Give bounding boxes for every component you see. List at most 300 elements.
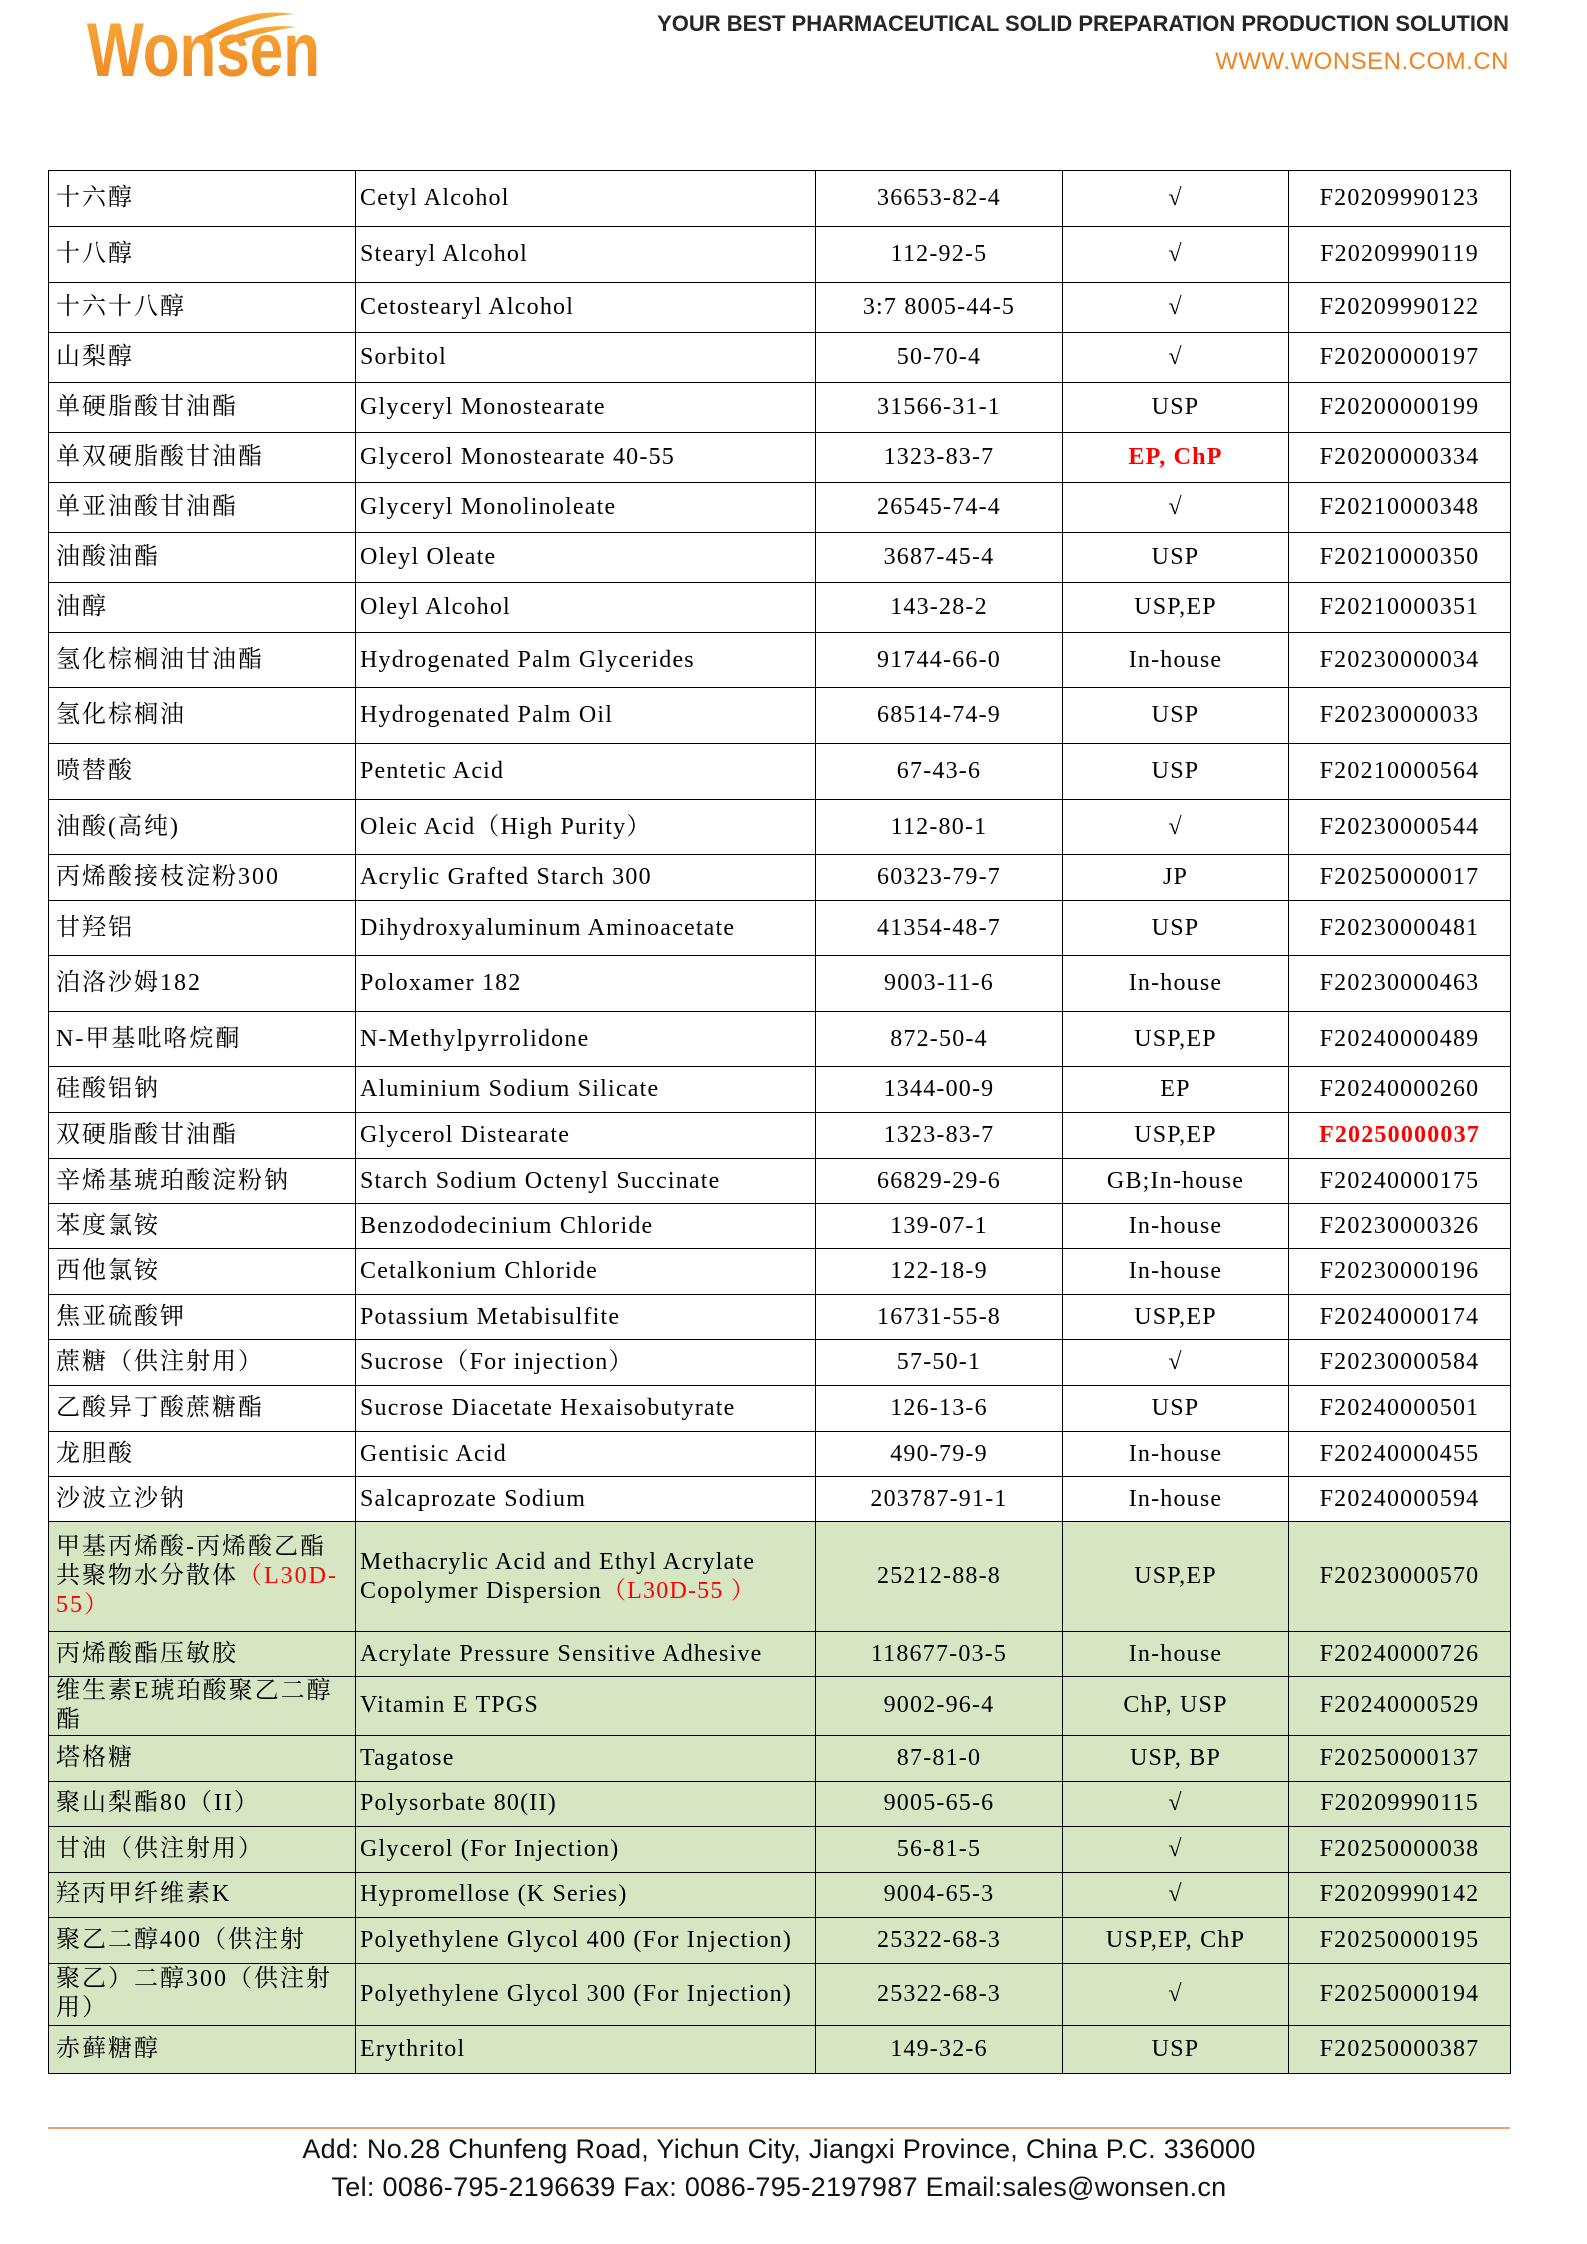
cell-standard	[1063, 1917, 1289, 1963]
cell-cas-number-text: 36653-82-4	[877, 185, 1001, 212]
cell-english-name-text: Polysorbate 80(II)	[360, 1790, 557, 1817]
cell-chinese-name-text: 单硬脂酸甘油酯	[56, 394, 238, 421]
cell-english-name	[356, 483, 816, 533]
cell-registration-number	[1289, 1204, 1511, 1249]
cell-standard	[1063, 2025, 1289, 2073]
cell-chinese-name	[49, 688, 356, 744]
cell-cas-number-text: 60323-79-7	[877, 864, 1001, 891]
cell-chinese-name	[49, 1204, 356, 1249]
cell-standard-text: USP	[1151, 394, 1200, 421]
cell-cas-number	[816, 1477, 1063, 1522]
table-row	[49, 1632, 1511, 1677]
cell-standard-text: In-house	[1128, 646, 1223, 673]
cell-standard-text: EP, ChP	[1128, 444, 1223, 471]
cell-english-name-text: Hydrogenated Palm Glycerides	[360, 646, 695, 673]
table-row	[49, 1295, 1511, 1340]
cell-registration-number	[1289, 483, 1511, 533]
cell-registration-number	[1289, 1386, 1511, 1432]
cell-chinese-name	[49, 1735, 356, 1781]
cell-standard	[1063, 688, 1289, 744]
cell-cas-number	[816, 1735, 1063, 1781]
cell-chinese-name-text: 喷替酸	[56, 758, 134, 785]
product-table-body	[49, 171, 1511, 2074]
cell-standard-text: √	[1168, 813, 1183, 840]
cell-standard-text: USP	[1151, 2035, 1200, 2062]
cell-standard-text: In-house	[1128, 1440, 1223, 1467]
cell-registration-number-text: F20200000334	[1319, 444, 1480, 471]
cell-english-name	[356, 533, 816, 583]
table-row	[49, 583, 1511, 633]
cell-standard	[1063, 227, 1289, 283]
cell-standard-text: USP	[1151, 1395, 1200, 1422]
cell-registration-number-text: F20240000726	[1319, 1640, 1480, 1667]
cell-english-name-text: Sucrose Diacetate Hexaisobutyrate	[360, 1395, 736, 1422]
cell-chinese-name-text: 双硬脂酸甘油酯	[56, 1122, 238, 1149]
cell-chinese-name	[49, 1067, 356, 1113]
cell-standard-text: JP	[1162, 864, 1189, 891]
cell-registration-number	[1289, 1735, 1511, 1781]
cell-english-name	[356, 956, 816, 1012]
cell-english-name-text: Glyceryl Monostearate	[360, 394, 606, 421]
cell-english-name	[356, 1477, 816, 1522]
cell-english-name	[356, 1917, 816, 1963]
cell-registration-number-text: F20210000350	[1319, 544, 1480, 571]
cell-registration-number-text: F20240000489	[1319, 1025, 1480, 1052]
cell-cas-number-text: 3687-45-4	[883, 544, 995, 571]
cell-chinese-name-text: 泊洛沙姆182	[56, 970, 202, 997]
cell-cas-number	[816, 1012, 1063, 1067]
cell-standard	[1063, 1295, 1289, 1340]
cell-cas-number-text: 149-32-6	[890, 2035, 988, 2062]
wonsen-logo	[80, 5, 342, 91]
cell-chinese-name-text: 丙烯酸接枝淀粉300	[56, 864, 280, 891]
cell-cas-number-text: 203787-91-1	[870, 1485, 1008, 1512]
cell-cas-number-text: 1323-83-7	[883, 1122, 995, 1149]
table-row	[49, 1781, 1511, 1826]
cell-standard	[1063, 901, 1289, 956]
table-row	[49, 1249, 1511, 1295]
cell-chinese-name-text: 硅酸铝钠	[56, 1076, 160, 1103]
cell-registration-number-text: F20200000197	[1319, 344, 1480, 371]
cell-cas-number-text: 1344-00-9	[883, 1076, 995, 1103]
cell-cas-number	[816, 1432, 1063, 1477]
cell-registration-number-text: F20209990123	[1319, 185, 1480, 212]
cell-english-name-text: Potassium Metabisulfite	[360, 1303, 621, 1330]
cell-registration-number-text: F20209990122	[1319, 294, 1480, 321]
cell-cas-number-text: 87-81-0	[896, 1744, 982, 1771]
cell-standard	[1063, 800, 1289, 855]
cell-registration-number-text: F20240000501	[1319, 1395, 1480, 1422]
cell-standard	[1063, 633, 1289, 688]
cell-english-name-text: Dihydroxyaluminum Aminoacetate	[360, 914, 736, 941]
cell-registration-number	[1289, 283, 1511, 333]
cell-chinese-name	[49, 1826, 356, 1872]
cell-chinese-name	[49, 1340, 356, 1386]
table-row	[49, 1432, 1511, 1477]
cell-registration-number-text: F20230000570	[1319, 1563, 1480, 1590]
cell-registration-number	[1289, 1295, 1511, 1340]
table-row	[49, 1159, 1511, 1204]
cell-cas-number-text: 112-80-1	[890, 813, 988, 840]
cell-cas-number	[816, 1917, 1063, 1963]
cell-chinese-name-text: 氢化棕榈油	[56, 702, 186, 729]
cell-registration-number-text: F20250000038	[1319, 1835, 1480, 1862]
header-tagline: YOUR BEST PHARMACEUTICAL SOLID PREPARATION PRODUCTION SOLUTION	[657, 11, 1509, 36]
cell-cas-number-text: 9004-65-3	[883, 1881, 995, 1908]
cell-english-name	[356, 1386, 816, 1432]
cell-registration-number-text: F20250000137	[1319, 1744, 1480, 1771]
cell-standard	[1063, 1249, 1289, 1295]
cell-registration-number-text: F20240000455	[1319, 1440, 1480, 1467]
cell-cas-number-text: 16731-55-8	[877, 1303, 1001, 1330]
cell-chinese-name-red-suffix: （L30D- 55）	[56, 1563, 338, 1618]
cell-chinese-name-text: 单亚油酸甘油酯	[56, 494, 238, 521]
cell-registration-number	[1289, 1012, 1511, 1067]
cell-english-name-text: Polyethylene Glycol 300 (For Injection)	[360, 1980, 793, 2007]
cell-standard	[1063, 483, 1289, 533]
cell-standard-text: In-house	[1128, 1212, 1223, 1239]
cell-standard-text: √	[1168, 344, 1183, 371]
cell-cas-number	[816, 1113, 1063, 1159]
cell-english-name-text: Oleic Acid（High Purity）	[360, 813, 652, 840]
cell-standard	[1063, 1735, 1289, 1781]
cell-registration-number	[1289, 1826, 1511, 1872]
cell-english-name-text: Hydrogenated Palm Oil	[360, 702, 614, 729]
cell-cas-number	[816, 1781, 1063, 1826]
cell-english-name-text: Methacrylic Acid and Ethyl Acrylate Copolymer Dispersion	[360, 1548, 756, 1604]
cell-standard	[1063, 533, 1289, 583]
cell-chinese-name-text: 龙胆酸	[56, 1440, 134, 1467]
cell-standard-text: USP,EP	[1134, 1122, 1217, 1149]
cell-chinese-name	[49, 1781, 356, 1826]
cell-registration-number	[1289, 1113, 1511, 1159]
cell-chinese-name-text: 甘油（供注射用）	[56, 1835, 264, 1862]
cell-standard-text: USP,EP	[1134, 594, 1217, 621]
cell-registration-number	[1289, 901, 1511, 956]
cell-chinese-name	[49, 433, 356, 483]
cell-cas-number	[816, 1249, 1063, 1295]
table-row	[49, 1012, 1511, 1067]
table-row	[49, 1872, 1511, 1917]
cell-registration-number	[1289, 583, 1511, 633]
cell-standard	[1063, 1632, 1289, 1677]
cell-standard-text: USP	[1151, 702, 1200, 729]
cell-cas-number-text: 126-13-6	[890, 1395, 988, 1422]
cell-english-name	[356, 633, 816, 688]
cell-cas-number-text: 41354-48-7	[877, 914, 1001, 941]
cell-cas-number	[816, 533, 1063, 583]
cell-standard-text: GB;In-house	[1106, 1167, 1245, 1194]
cell-standard-text: USP, BP	[1129, 1744, 1222, 1771]
cell-registration-number	[1289, 956, 1511, 1012]
cell-standard	[1063, 1159, 1289, 1204]
cell-chinese-name	[49, 227, 356, 283]
cell-registration-number	[1289, 1917, 1511, 1963]
cell-english-name	[356, 744, 816, 800]
cell-chinese-name	[49, 1477, 356, 1522]
cell-registration-number	[1289, 1632, 1511, 1677]
cell-cas-number-text: 1323-83-7	[883, 444, 995, 471]
cell-chinese-name	[49, 1963, 356, 2025]
cell-cas-number-text: 50-70-4	[896, 344, 982, 371]
cell-registration-number	[1289, 1781, 1511, 1826]
cell-cas-number-text: 9002-96-4	[883, 1692, 995, 1719]
cell-english-name-text: Hypromellose (K Series)	[360, 1881, 628, 1908]
cell-standard	[1063, 855, 1289, 901]
cell-chinese-name-text: 乙酸异丁酸蔗糖酯	[56, 1395, 264, 1422]
cell-standard	[1063, 383, 1289, 433]
cell-chinese-name	[49, 1295, 356, 1340]
cell-standard	[1063, 1477, 1289, 1522]
table-row	[49, 855, 1511, 901]
cell-standard	[1063, 333, 1289, 383]
cell-registration-number	[1289, 688, 1511, 744]
cell-english-name-text: Salcaprozate Sodium	[360, 1485, 587, 1512]
cell-english-name	[356, 1963, 816, 2025]
cell-registration-number-text: F20250000387	[1319, 2035, 1480, 2062]
cell-chinese-name-text: 西他氯铵	[56, 1258, 160, 1285]
cell-chinese-name	[49, 283, 356, 333]
cell-chinese-name-text: 维生素E琥珀酸聚乙二醇酯	[56, 1678, 333, 1733]
cell-chinese-name-text: 聚山梨酯80（II）	[56, 1790, 260, 1817]
cell-standard-text: √	[1168, 1835, 1183, 1862]
cell-registration-number-text: F20200000199	[1319, 394, 1480, 421]
cell-cas-number	[816, 333, 1063, 383]
cell-chinese-name-text: 十六醇	[56, 185, 134, 212]
cell-chinese-name	[49, 633, 356, 688]
cell-registration-number	[1289, 227, 1511, 283]
cell-cas-number	[816, 1872, 1063, 1917]
cell-cas-number	[816, 227, 1063, 283]
cell-cas-number	[816, 744, 1063, 800]
table-row	[49, 1113, 1511, 1159]
cell-chinese-name	[49, 483, 356, 533]
cell-registration-number-text: F20250000017	[1319, 864, 1480, 891]
cell-cas-number-text: 67-43-6	[896, 758, 982, 785]
cell-standard-text: √	[1168, 241, 1183, 268]
cell-cas-number-text: 56-81-5	[896, 1835, 982, 1862]
header-website[interactable]: WWW.WONSEN.COM.CN	[1215, 48, 1509, 75]
cell-registration-number	[1289, 533, 1511, 583]
table-row	[49, 1522, 1511, 1632]
cell-standard-text: USP,EP, ChP	[1105, 1926, 1246, 1953]
cell-standard-text: USP	[1151, 758, 1200, 785]
cell-cas-number	[816, 1067, 1063, 1113]
cell-cas-number	[816, 800, 1063, 855]
table-row	[49, 1067, 1511, 1113]
cell-cas-number	[816, 283, 1063, 333]
cell-chinese-name	[49, 1432, 356, 1477]
cell-english-name	[356, 1632, 816, 1677]
cell-english-name-text: Sorbitol	[360, 344, 447, 371]
cell-registration-number	[1289, 744, 1511, 800]
cell-registration-number	[1289, 1249, 1511, 1295]
cell-english-name-text: Glycerol (For Injection)	[360, 1835, 620, 1862]
cell-chinese-name-text: 油醇	[56, 594, 108, 621]
cell-english-name-red-suffix: （L30D-55 ）	[601, 1577, 756, 1604]
cell-chinese-name	[49, 800, 356, 855]
cell-standard	[1063, 1113, 1289, 1159]
cell-registration-number	[1289, 1432, 1511, 1477]
cell-cas-number-text: 26545-74-4	[877, 494, 1001, 521]
cell-cas-number-text: 9005-65-6	[883, 1790, 995, 1817]
cell-english-name	[356, 1067, 816, 1113]
cell-english-name	[356, 1781, 816, 1826]
cell-standard	[1063, 283, 1289, 333]
cell-english-name	[356, 1204, 816, 1249]
cell-registration-number-text: F20250000037	[1318, 1122, 1481, 1149]
cell-english-name	[356, 1826, 816, 1872]
cell-standard-text: √	[1168, 1349, 1183, 1376]
cell-cas-number-text: 25212-88-8	[877, 1563, 1001, 1590]
cell-cas-number-text: 66829-29-6	[877, 1167, 1001, 1194]
cell-english-name-text: Sucrose（For injection）	[360, 1349, 634, 1376]
cell-english-name-text: Cetalkonium Chloride	[360, 1258, 598, 1285]
cell-cas-number-text: 31566-31-1	[877, 394, 1001, 421]
cell-registration-number	[1289, 800, 1511, 855]
cell-chinese-name	[49, 333, 356, 383]
cell-registration-number-text: F20209990115	[1320, 1790, 1479, 1817]
cell-cas-number-text: 112-92-5	[890, 241, 988, 268]
cell-registration-number	[1289, 171, 1511, 227]
table-row	[49, 800, 1511, 855]
cell-chinese-name	[49, 1917, 356, 1963]
table-row	[49, 333, 1511, 383]
footer-divider	[48, 2127, 1510, 2129]
cell-standard	[1063, 1677, 1289, 1736]
cell-english-name	[356, 227, 816, 283]
cell-chinese-name-text: 辛烯基琥珀酸淀粉钠	[56, 1167, 290, 1194]
footer-contact: Tel: 0086-795-2196639 Fax: 0086-795-2197987 Email:sales@wonsen.cn	[331, 2172, 1227, 2202]
cell-standard	[1063, 1012, 1289, 1067]
cell-cas-number-text: 122-18-9	[890, 1258, 988, 1285]
cell-cas-number	[816, 1159, 1063, 1204]
cell-cas-number	[816, 1677, 1063, 1736]
cell-standard	[1063, 1386, 1289, 1432]
cell-standard-text: √	[1168, 1980, 1183, 2007]
cell-standard-text: In-house	[1128, 1640, 1223, 1667]
cell-chinese-name-text: 油酸油酯	[56, 544, 160, 571]
cell-registration-number-text: F20240000260	[1319, 1076, 1480, 1103]
cell-chinese-name-text: 塔格糖	[56, 1744, 134, 1771]
cell-cas-number-text: 872-50-4	[890, 1025, 988, 1052]
cell-chinese-name	[49, 744, 356, 800]
cell-cas-number-text: 139-07-1	[890, 1212, 988, 1239]
cell-english-name	[356, 1872, 816, 1917]
cell-cas-number-text: 25322-68-3	[877, 1980, 1001, 2007]
cell-english-name	[356, 1012, 816, 1067]
cell-standard-text: USP,EP	[1134, 1025, 1217, 1052]
cell-chinese-name	[49, 1159, 356, 1204]
table-row	[49, 901, 1511, 956]
cell-english-name-text: Glycerol Distearate	[360, 1122, 571, 1149]
cell-registration-number-text: F20210000348	[1319, 494, 1480, 521]
cell-english-name-text: Starch Sodium Octenyl Succinate	[360, 1167, 721, 1194]
cell-english-name	[356, 1159, 816, 1204]
cell-registration-number-text: F20230000544	[1319, 813, 1480, 840]
cell-registration-number-text: F20240000175	[1319, 1167, 1480, 1194]
cell-registration-number-text: F20240000529	[1319, 1692, 1480, 1719]
cell-chinese-name	[49, 383, 356, 433]
cell-cas-number-text: 3:7 8005-44-5	[862, 294, 1016, 321]
product-table	[48, 170, 1511, 2074]
cell-cas-number	[816, 956, 1063, 1012]
cell-chinese-name	[49, 1677, 356, 1736]
cell-english-name	[356, 1249, 816, 1295]
cell-standard-text: USP	[1151, 544, 1200, 571]
cell-cas-number	[816, 688, 1063, 744]
cell-english-name-text: Benzododecinium Chloride	[360, 1212, 654, 1239]
cell-registration-number-text: F20240000174	[1319, 1303, 1480, 1330]
cell-standard-text: √	[1168, 1790, 1183, 1817]
cell-english-name	[356, 433, 816, 483]
cell-chinese-name	[49, 1386, 356, 1432]
cell-english-name	[356, 333, 816, 383]
cell-english-name	[356, 1677, 816, 1736]
cell-chinese-name-text: 油酸(高纯)	[56, 813, 180, 840]
cell-registration-number-text: F20230000481	[1319, 914, 1480, 941]
table-row	[49, 227, 1511, 283]
table-row	[49, 1917, 1511, 1963]
table-row	[49, 483, 1511, 533]
cell-english-name-text: Tagatose	[360, 1744, 455, 1771]
cell-registration-number	[1289, 1067, 1511, 1113]
cell-english-name-text: Erythritol	[360, 2035, 466, 2062]
table-row	[49, 633, 1511, 688]
cell-chinese-name-text: 聚乙二醇400（供注射	[56, 1926, 306, 1953]
cell-english-name-text: Acrylate Pressure Sensitive Adhesive	[360, 1640, 763, 1667]
cell-english-name	[356, 583, 816, 633]
cell-english-name	[356, 383, 816, 433]
cell-english-name	[356, 800, 816, 855]
cell-cas-number-text: 118677-03-5	[870, 1640, 1008, 1667]
cell-english-name-text: Acrylic Grafted Starch 300	[360, 864, 652, 891]
cell-cas-number	[816, 483, 1063, 533]
cell-cas-number	[816, 1826, 1063, 1872]
table-row	[49, 1340, 1511, 1386]
cell-registration-number	[1289, 333, 1511, 383]
cell-cas-number	[816, 1295, 1063, 1340]
cell-chinese-name-text: 甘羟铝	[56, 914, 134, 941]
cell-chinese-name	[49, 1113, 356, 1159]
cell-chinese-name-text: 苯度氯铵	[56, 1212, 160, 1239]
cell-chinese-name	[49, 583, 356, 633]
cell-chinese-name	[49, 901, 356, 956]
cell-chinese-name	[49, 2025, 356, 2073]
cell-standard	[1063, 1781, 1289, 1826]
table-row	[49, 1204, 1511, 1249]
table-row	[49, 2025, 1511, 2073]
cell-cas-number	[816, 1963, 1063, 2025]
cell-cas-number	[816, 1386, 1063, 1432]
cell-english-name-text: Oleyl Alcohol	[360, 594, 511, 621]
cell-chinese-name	[49, 855, 356, 901]
cell-registration-number-text: F20210000564	[1319, 758, 1480, 785]
table-row	[49, 1963, 1511, 2025]
table-row	[49, 1735, 1511, 1781]
cell-standard-text: ChP, USP	[1123, 1692, 1228, 1719]
cell-standard-text: √	[1168, 185, 1183, 212]
cell-registration-number-text: F20230000196	[1319, 1258, 1480, 1285]
table-row	[49, 171, 1511, 227]
cell-cas-number-text: 490-79-9	[890, 1440, 988, 1467]
cell-english-name	[356, 1340, 816, 1386]
cell-chinese-name-text: 蔗糖（供注射用）	[56, 1349, 264, 1376]
cell-standard	[1063, 1067, 1289, 1113]
cell-cas-number	[816, 433, 1063, 483]
cell-registration-number	[1289, 1159, 1511, 1204]
cell-english-name	[356, 1432, 816, 1477]
